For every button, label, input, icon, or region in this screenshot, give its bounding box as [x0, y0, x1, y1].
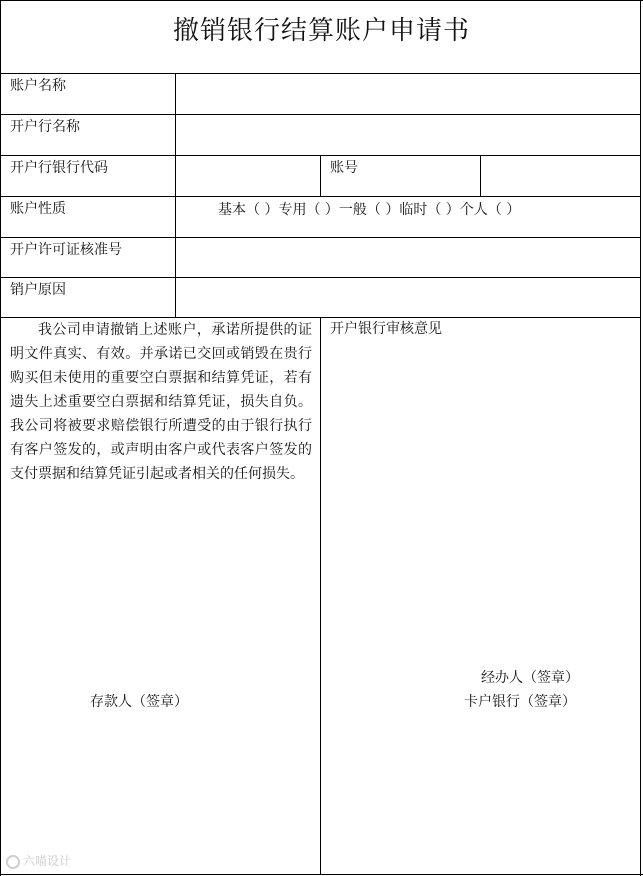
- bank-review-heading: 开户银行审核意见: [330, 321, 442, 337]
- watermark: [6, 852, 71, 869]
- watermark-logo-icon: [6, 855, 20, 869]
- row-divider: [0, 73, 641, 74]
- account-nature-label: 账户性质: [10, 201, 66, 217]
- account-nature-options: 基本（ ）专用（ ）一般（ ）临时（ ）个人（ ）: [218, 202, 521, 218]
- border-top: [0, 0, 643, 1]
- license-number-label: 开户许可证核准号: [10, 242, 122, 258]
- close-reason-label: 销户原因: [10, 282, 66, 298]
- bank-name-label: 开户行名称: [10, 119, 80, 135]
- page-title: 撤销银行结算账户申请书: [172, 16, 470, 46]
- cell-divider: [320, 155, 321, 197]
- border-right: [640, 0, 641, 876]
- depositor-signature-label: 存款人（签章）: [90, 694, 188, 710]
- row-divider: [0, 237, 641, 238]
- row-divider: [0, 277, 641, 278]
- watermark-text: 六喵设计: [23, 854, 72, 868]
- handler-signature-label: 经办人（签章）: [481, 670, 579, 686]
- bank-signature-label: 卡户银行（签章）: [464, 694, 576, 710]
- bank-code-label: 开户行银行代码: [10, 160, 108, 176]
- row-divider: [0, 114, 641, 115]
- declaration-text: 我公司申请撤销上述账户，承诺所提供的证明文件真实、有效。并承诺已交回或销毁在贵行购买但未使用的重要空白票据和结算凭证，若有遗失上述重要空白票据和结算凭证，损失自负。我公司将被要求赔偿银行所遭受的由于银行执行有客户签发的，或声明由客户或代表客户签发的支付票据和结算凭证引起或者相关的任何损失。: [10, 322, 312, 482]
- border-left: [0, 0, 1, 876]
- section-divider: [320, 317, 321, 875]
- cell-divider: [480, 155, 481, 197]
- label-column-divider: [175, 73, 176, 318]
- account-name-label: 账户名称: [10, 78, 66, 94]
- border-bottom: [0, 874, 643, 875]
- account-number-label: 账号: [330, 160, 358, 176]
